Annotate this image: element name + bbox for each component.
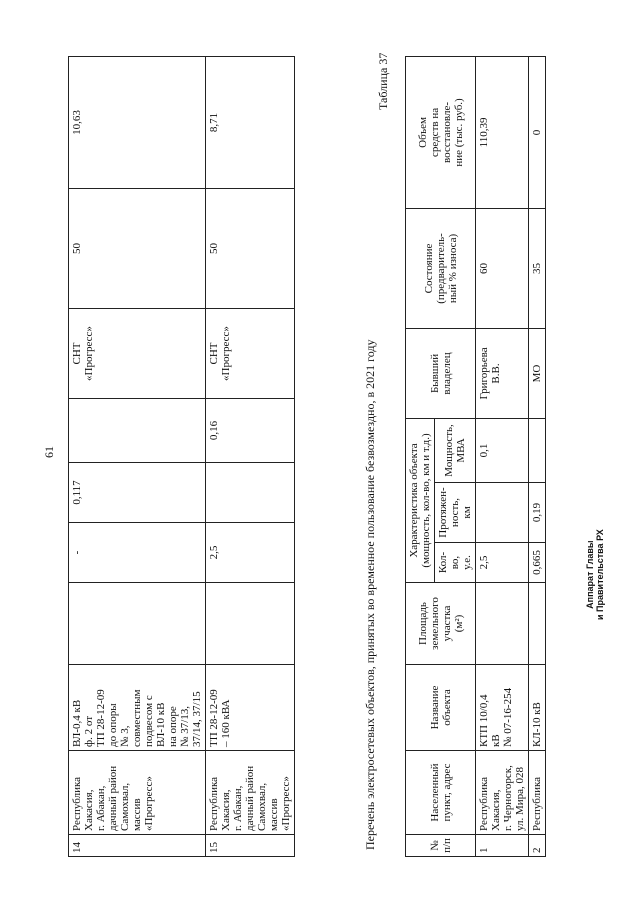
cell-cost: 8,71 bbox=[206, 57, 295, 189]
cell-condition: 50 bbox=[69, 189, 206, 309]
cell-area bbox=[529, 583, 546, 665]
bottom-table bbox=[405, 56, 546, 857]
header-condition: Состояние (предваритель- ный % износа) bbox=[406, 208, 476, 328]
cell-address: Республика bbox=[529, 751, 546, 835]
cell-qty: 2,5 bbox=[206, 523, 295, 583]
header-power: Мощность, МВА bbox=[435, 418, 476, 482]
cell-cost: 10,63 bbox=[69, 57, 206, 189]
cell-owner: СНТ «Прогресс» bbox=[206, 309, 295, 399]
cell-qty: 2,5 bbox=[476, 543, 529, 583]
cell-condition: 60 bbox=[476, 208, 529, 328]
header-address: Населенный пункт, адрес bbox=[406, 751, 476, 835]
cell-condition: 35 bbox=[529, 208, 546, 328]
header-cost: Объем средств на восстановле- ние (тыс. руб.) bbox=[406, 56, 476, 208]
cell-cost: 0 bbox=[529, 56, 546, 208]
header-characteristics: Характеристика объекта (мощность, кол-во, км и т.д.) bbox=[406, 418, 435, 582]
cell-name: ТП 28-12-09 – 160 кВА bbox=[206, 665, 295, 751]
cell-owner: Григорьева В.В. bbox=[476, 328, 529, 418]
cell-num: 14 bbox=[69, 835, 206, 857]
header-length: Протяжен- ность, км bbox=[435, 483, 476, 543]
official-stamp bbox=[585, 529, 605, 620]
cell-address: Республика Хакасия, г. Черногорск, ул. Мира, 028 bbox=[476, 751, 529, 835]
header-qty: Кол- во, у.е. bbox=[435, 543, 476, 583]
cell-power bbox=[529, 418, 546, 482]
top-table-row bbox=[206, 57, 295, 857]
header-owner: Бывший владелец bbox=[406, 328, 476, 418]
cell-cost: 110,39 bbox=[476, 56, 529, 208]
cell-num: 2 bbox=[529, 835, 546, 857]
stamp-line-2: и Правительства РХ bbox=[595, 529, 605, 620]
header-name: Название объекта bbox=[406, 665, 476, 751]
cell-area bbox=[206, 583, 295, 665]
cell-length bbox=[206, 463, 295, 523]
header-num: № п/п bbox=[406, 835, 476, 857]
cell-owner: СНТ «Прогресс» bbox=[69, 309, 206, 399]
cell-area bbox=[476, 583, 529, 665]
cell-length: 0,19 bbox=[529, 483, 546, 543]
cell-area bbox=[69, 583, 206, 665]
cell-power bbox=[69, 399, 206, 463]
cell-qty: - bbox=[69, 523, 206, 583]
cell-name: ВЛ-0,4 кВ ф. 2 от ТП 28-12-09 до опоры № 3, совместным подвесом с ВЛ-10 кВ на опоре № 37/13, 37/14, 37/15 bbox=[69, 665, 206, 751]
cell-power: 0,1 bbox=[476, 418, 529, 482]
table-caption: Перечень электросетевых объектов, принятых во временное пользование безвозмездно, в 2021 году bbox=[363, 339, 377, 850]
bottom-table-row bbox=[476, 56, 529, 856]
bottom-table-row bbox=[529, 56, 546, 856]
stamp-line-1: Аппарат Главы bbox=[585, 540, 595, 609]
cell-name: КТП 10/0,4 кВ № 07-16-254 bbox=[476, 665, 529, 751]
bottom-table-body bbox=[476, 56, 546, 856]
cell-length bbox=[476, 483, 529, 543]
top-table bbox=[68, 56, 295, 857]
cell-power: 0,16 bbox=[206, 399, 295, 463]
cell-qty: 0,665 bbox=[529, 543, 546, 583]
page-number: 61 bbox=[42, 446, 56, 458]
cell-owner: МО bbox=[529, 328, 546, 418]
cell-num: 15 bbox=[206, 835, 295, 857]
cell-address: Республика Хакасия, г. Абакан, дачный район Самохвал, массив «Прогресс» bbox=[206, 751, 295, 835]
cell-condition: 50 bbox=[206, 189, 295, 309]
top-table-row bbox=[69, 57, 206, 857]
cell-address: Республика Хакасия, г. Абакан, дачный район Самохвал, массив «Прогресс» bbox=[69, 751, 206, 835]
table-number: Таблица 37 bbox=[376, 52, 390, 110]
header-area: Площадь земельного участка (м²) bbox=[406, 583, 476, 665]
top-table-body bbox=[69, 57, 295, 857]
cell-length: 0,117 bbox=[69, 463, 206, 523]
cell-num: 1 bbox=[476, 835, 529, 857]
header-row-1 bbox=[406, 56, 435, 856]
cell-name: КЛ-10 кВ bbox=[529, 665, 546, 751]
